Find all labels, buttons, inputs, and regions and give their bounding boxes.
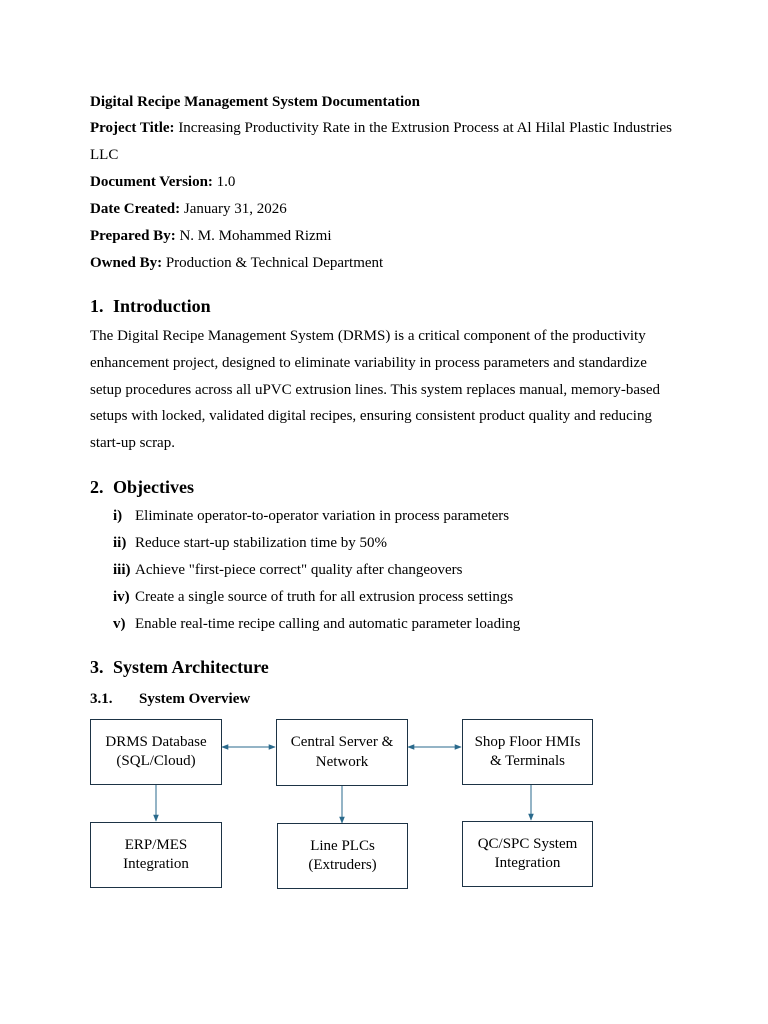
meta-project-title-continued: LLC: [90, 147, 119, 163]
meta-project-title: Project Title: Increasing Productivity Rate in the Extrusion Process at Al Hilal Plastic Industries: [90, 120, 672, 136]
document-title: Digital Recipe Management System Documentation: [90, 94, 420, 110]
meta-date-created: Date Created: January 31, 2026: [90, 201, 287, 217]
heading-objectives: 2. Objectives: [90, 477, 194, 497]
subheading-system-overview: 3.1. System Overview: [90, 691, 251, 707]
box-drms-database: DRMS Database (SQL/Cloud): [90, 719, 222, 785]
heading-introduction: 1. Introduction: [90, 296, 211, 316]
heading-system-architecture: 3. System Architecture: [90, 657, 269, 677]
introduction-paragraph: The Digital Recipe Management System (DRMS) is a critical component of the productivity enhancement project, designed to eliminate variability in process parameters and standardize setup procedures across all uPVC extrusion lines. This system replaces manual, memory-based setups with locked, validated digital recipes, ensuring consistent product quality and reducing start-up scrap.: [90, 328, 661, 452]
objective-item: v) Enable real-time recipe calling and automatic parameter loading: [113, 616, 521, 632]
meta-document-version: Document Version: 1.0: [90, 174, 236, 190]
meta-prepared-by: Prepared By: N. M. Mohammed Rizmi: [90, 228, 332, 244]
box-qc-spc: QC/SPC System Integration: [462, 821, 593, 887]
box-central-server: Central Server & Network: [276, 719, 408, 786]
box-erp-mes: ERP/MES Integration: [90, 822, 222, 888]
box-shop-floor-hmis: Shop Floor HMIs & Terminals: [462, 719, 593, 785]
objective-item: iii) Achieve "first-piece correct" quality after changeovers: [113, 562, 463, 578]
objective-item: iv) Create a single source of truth for all extrusion process settings: [113, 589, 514, 605]
objective-item: ii) Reduce start-up stabilization time by 50%: [113, 535, 388, 551]
meta-owned-by: Owned By: Production & Technical Department: [90, 255, 384, 271]
box-line-plcs: Line PLCs (Extruders): [277, 823, 408, 889]
objective-item: i) Eliminate operator-to-operator variation in process parameters: [113, 508, 510, 524]
